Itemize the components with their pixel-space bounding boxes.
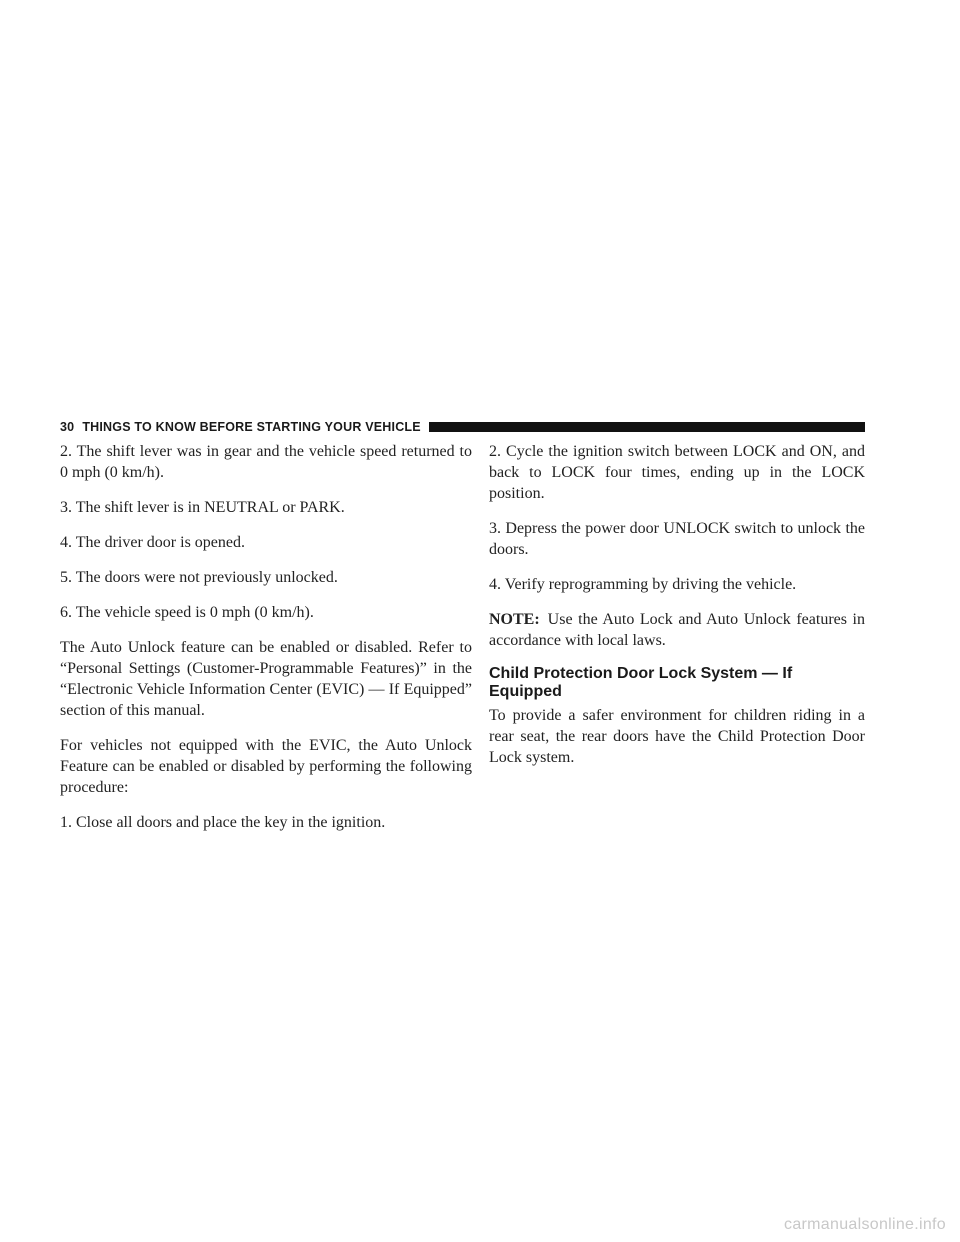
page-header: [60, 418, 865, 436]
list-item: 4. Verify reprogramming by driving the vehicle.: [489, 576, 797, 593]
note-text: Use the Auto Lock and Auto Unlock features in accordance with local laws.: [489, 611, 865, 649]
list-item: 1. Close all doors and place the key in the ignition.: [60, 814, 386, 831]
body-paragraph: For vehicles not equipped with the EVIC, the Auto Unlock Feature can be enabled or disabled by performing the following procedure:: [60, 737, 472, 796]
right-column: [489, 441, 865, 782]
list-item: 6. The vehicle speed is 0 mph (0 km/h).: [60, 604, 314, 621]
header-rule: [429, 422, 865, 432]
section-title: THINGS TO KNOW BEFORE STARTING YOUR VEHICLE: [82, 420, 421, 434]
list-item: 2. Cycle the ignition switch between LOCK and ON, and back to LOCK four times, ending up in the LOCK position.: [489, 443, 865, 502]
watermark: carmanualsonline.info: [784, 1216, 946, 1233]
note: [489, 609, 865, 651]
list-item: 5. The doors were not previously unlocked.: [60, 569, 338, 586]
list-item: 3. Depress the power door UNLOCK switch to unlock the doors.: [489, 520, 865, 558]
section-heading: Child Protection Door Lock System — If Equipped: [489, 665, 793, 700]
body-paragraph: The Auto Unlock feature can be enabled or disabled. Refer to “Personal Settings (Customer-Programmable Features)” in the “Electronic Vehicle Information Center (EVIC) — If Equipped” section of this manual.: [60, 639, 472, 719]
list-item: 2. The shift lever was in gear and the vehicle speed returned to 0 mph (0 km/h).: [60, 443, 472, 481]
note-label: NOTE:: [489, 611, 540, 628]
left-column: [60, 441, 472, 847]
list-item: 4. The driver door is opened.: [60, 534, 245, 551]
page-number: 30: [60, 420, 75, 434]
list-item: 3. The shift lever is in NEUTRAL or PARK.: [60, 499, 345, 516]
body-paragraph: To provide a safer environment for children riding in a rear seat, the rear doors have the Child Protection Door Lock system.: [489, 707, 865, 766]
